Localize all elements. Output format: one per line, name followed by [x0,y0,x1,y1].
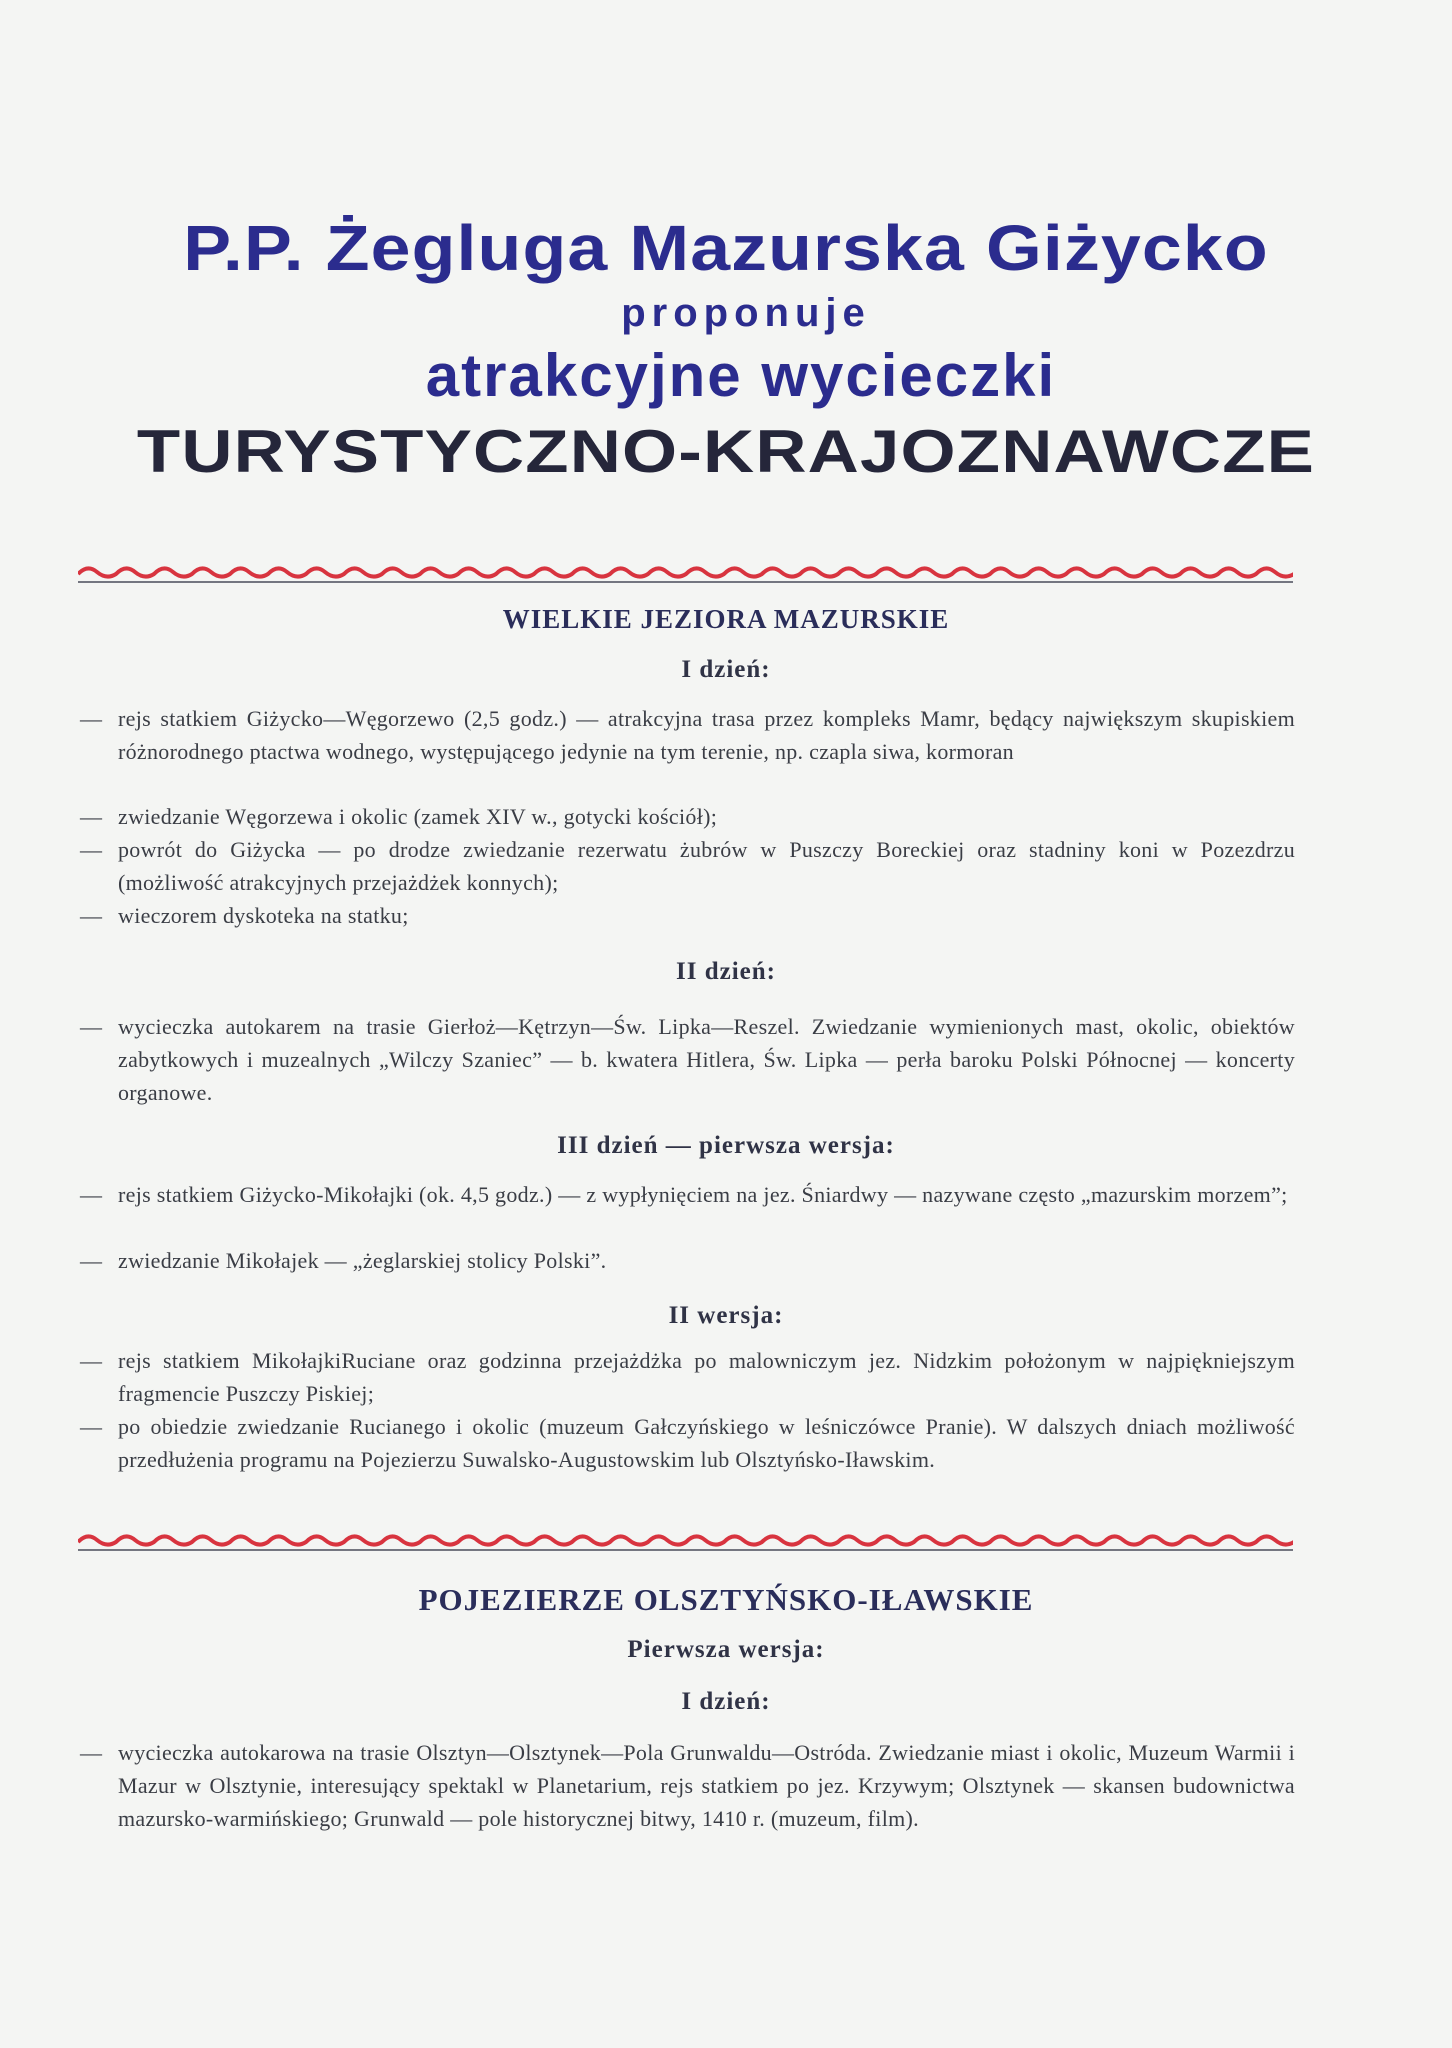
wavy-divider-graphic [78,1528,1293,1554]
list-item-text: rejs statkiem Giżycko—Węgorzewo (2,5 godz.) — atrakcyjna trasa przez kompleks Mamr, będący największym skupiskiem różnorodnego ptactwa wodnego, występującego jedynie na tym terenie, np. czapla siwa, kormoran [118,706,1295,764]
list-item-text: rejs statkiem MikołajkiRuciane oraz godzinna przejażdżka po malowniczym jez. Nidzkim położonym w najpiękniejszym fragmencie Puszczy Piskiej; [118,1348,1295,1406]
offers-line: proponuje [621,291,871,335]
header [0,205,1452,487]
trips-line: atrakcyjne wycieczki [425,342,1057,409]
tourism-line: TURYSTYCZNO-KRAJOZNAWCZE [136,418,1316,485]
section-title-great-lakes: WIELKIE JEZIORA MAZURSKIE [502,604,950,634]
list-item-text: wycieczka autokarem na trasie Gierłoż—Kętrzyn—Św. Lipka—Reszel. Zwiedzanie wymienionych mast, okolic, obiektów zabytkowych i muzealnych „Wilczy Szaniec” — b. kwatera Hitlera, Św. Lipka — perła baroku Polski Północnej — koncerty organowe. [118,1014,1295,1105]
day-title: III dzień — pierwsza wersja: [557,1132,895,1159]
section-title-olsztyn-ilawa: POJEZIERZE OLSZTYŃSKO-IŁAWSKIE [418,1582,1034,1617]
list-dash: — [80,706,103,731]
list-dash: — [80,1182,103,1207]
list-item [80,800,1295,833]
list-item [80,1344,1295,1410]
list-item [80,833,1295,899]
list-item-text: rejs statkiem Giżycko-Mikołajki (ok. 4,5 godz.) — z wypłynięciem na jez. Śniardwy — nazywane często „mazurskim morzem”; [118,1182,1288,1207]
list-item [80,1178,1295,1211]
list-dash: — [80,903,103,928]
list-dash: — [80,1014,103,1039]
wavy-divider [78,1528,1293,1554]
list-item [80,1010,1295,1109]
list-item-text: wieczorem dyskoteka na statku; [118,903,409,928]
wavy-divider-graphic [78,560,1293,586]
list-item [80,899,1295,932]
company-name: P.P. Żegluga Mazurska Giżycko [183,212,1269,284]
list-item [80,1736,1295,1835]
list-dash: — [80,837,103,862]
list-item-text: zwiedzanie Mikołajek — „żeglarskiej stolicy Polski”. [118,1248,607,1273]
list-dash: — [80,804,103,829]
day-title: II dzień: [676,958,776,985]
list-item [80,1410,1295,1476]
list-item [80,702,1295,768]
list-dash: — [80,1348,103,1373]
version-title: Pierwsza wersja: [627,1636,825,1663]
list-dash: — [80,1414,103,1439]
day-title: I dzień: [681,656,771,683]
list-item-text: po obiedzie zwiedzanie Rucianego i okolic (muzeum Gałczyńskiego w leśniczówce Pranie). W dalszych dniach możliwość przedłużenia programu na Pojezierzu Suwalsko-Augustowskim lub Olsztyńsko-Iławskim. [118,1414,1295,1472]
wavy-divider [78,560,1293,586]
list-dash: — [80,1740,103,1765]
list-item [80,1244,1295,1277]
version-title: II wersja: [668,1302,784,1329]
list-item-text: wycieczka autokarowa na trasie Olsztyn—Olsztynek—Pola Grunwaldu—Ostróda. Zwiedzanie miast i okolic, Muzeum Warmii i Mazur w Olsztynie, interesujący spektakl w Planetarium, rejs statkiem po jez. Krzywym; Olsztynek — skansen budownictwa mazursko-warmińskiego; Grunwald — pole historycznej bitwy, 1410 r. (muzeum, film). [118,1740,1295,1831]
day-title: I dzień: [681,1688,771,1715]
list-item-text: powrót do Giżycka — po drodze zwiedzanie rezerwatu żubrów w Puszczy Boreckiej oraz stadniny koni w Pozezdrzu (możliwość atrakcyjnych przejażdżek konnych); [118,837,1295,895]
list-dash: — [80,1248,103,1273]
list-item-text: zwiedzanie Węgorzewa i okolic (zamek XIV w., gotycki kościół); [118,804,718,829]
